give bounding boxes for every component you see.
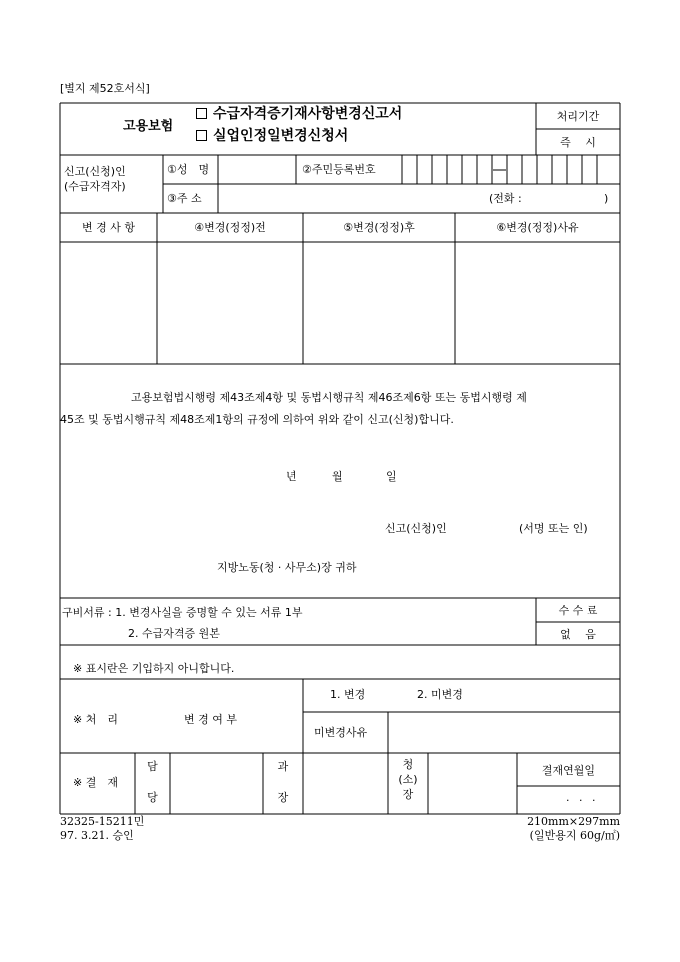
approval-date-footer: 97. 3.21. 승인	[60, 829, 134, 842]
head-2: (소)	[398, 773, 418, 786]
sign-or-seal-label: (서명 또는 인)	[519, 522, 588, 535]
approval-date-value[interactable]: . . .	[566, 791, 599, 804]
staff-sign-field[interactable]	[171, 754, 262, 813]
change-item-cell[interactable]	[61, 243, 156, 363]
processing-label: ※ 처 리	[73, 713, 118, 726]
change-status-label: 변 경 여 부	[184, 713, 237, 726]
paper-size: 210mm×297mm	[527, 815, 620, 828]
no-change-reason-field[interactable]	[389, 713, 619, 752]
after-cell[interactable]	[304, 243, 454, 363]
checkbox-icon[interactable]	[196, 130, 207, 141]
date-month: 월	[332, 470, 343, 483]
declaration-line-1: 고용보험법시행령 제43조제4항 및 동법시행규칙 제46조제6항 또는 동법시행령 제	[131, 391, 527, 404]
attachments-label: 구비서류 : 1. 변경사실을 증명할 수 있는 서류 1부	[62, 606, 303, 619]
date-day: 일	[386, 470, 397, 483]
fee-value: 없 음	[560, 628, 596, 641]
no-change-reason-label: 미변경사유	[314, 726, 368, 739]
approval-label: ※ 결 재	[73, 776, 118, 789]
staff-bottom: 당	[147, 791, 158, 804]
name-label: ①성 명	[167, 163, 210, 176]
office-notice: ※ 표시란은 기입하지 아니합니다.	[73, 662, 235, 675]
staff-top: 담	[147, 760, 158, 773]
applicant-label-2: (수급자격자)	[64, 180, 126, 193]
col-before: ④변경(정정)전	[194, 221, 266, 234]
approval-date-label: 결재연월일	[541, 764, 596, 777]
chief-bottom: 장	[277, 791, 289, 804]
processing-period-label: 처리기간	[556, 110, 600, 123]
checkbox-icon[interactable]	[196, 108, 207, 119]
address-label: ③주 소	[167, 192, 202, 205]
before-cell[interactable]	[158, 243, 302, 363]
attachment-item-2: 2. 수급자격증 원본	[128, 627, 220, 640]
title-option-1-label: 수급자격증기재사항변경신고서	[213, 106, 403, 122]
recipient: 지방노동(청 · 사무소)장 귀하	[217, 561, 357, 574]
title-option-2-label: 실업인정일변경신청서	[213, 128, 349, 144]
chief-sign-field[interactable]	[304, 754, 387, 813]
title-option-1[interactable]	[196, 106, 402, 123]
applicant-label-1: 신고(신청)인	[64, 165, 126, 178]
form-code: 32325-15211민	[60, 815, 145, 828]
head-sign-field[interactable]	[429, 754, 516, 813]
col-after: ⑤변경(정정)후	[343, 221, 415, 234]
reason-cell[interactable]	[456, 243, 619, 363]
paper-type: (일반용지 60g/㎡)	[529, 829, 620, 842]
applicant-sign-label: 신고(신청)인	[385, 522, 447, 535]
col-change-item: 변 경 사 항	[82, 221, 135, 234]
option-change[interactable]: 1. 변경	[330, 688, 366, 701]
processing-period-value: 즉 시	[560, 136, 596, 149]
title-option-2[interactable]	[196, 128, 348, 145]
insurance-label: 고용보험	[123, 119, 174, 134]
col-reason: ⑥변경(정정)사유	[496, 221, 579, 234]
head-3: 장	[402, 788, 414, 801]
option-no-change[interactable]: 2. 미변경	[417, 688, 463, 701]
declaration-line-2: 45조 및 동법시행규칙 제48조제1항의 규정에 의하여 위와 같이 신고(신청)합니다.	[60, 413, 454, 426]
date-year: 년	[286, 470, 297, 483]
head-1: 청	[402, 758, 414, 771]
phone-close: )	[604, 192, 609, 205]
fee-label: 수 수 료	[558, 604, 598, 617]
form-number: [별지 제52호서식]	[60, 82, 150, 95]
rrn-label: ②주민등록번호	[302, 163, 376, 176]
phone-label: (전화 :	[489, 192, 522, 205]
chief-top: 과	[277, 760, 289, 773]
